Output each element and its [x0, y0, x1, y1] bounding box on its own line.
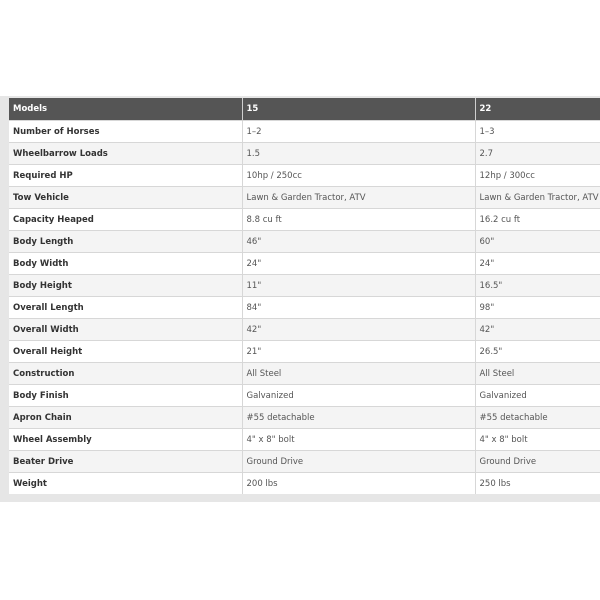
table-row: [9, 407, 600, 429]
row-label: Wheel Assembly: [9, 429, 242, 451]
table-row: [9, 231, 600, 253]
row-label: Required HP: [9, 165, 242, 187]
cell-model-22: 98": [475, 297, 600, 319]
table-row: [9, 165, 600, 187]
table-row: [9, 209, 600, 231]
cell-model-22: 4" x 8" bolt: [475, 429, 600, 451]
cell-model-15: 10hp / 250cc: [242, 165, 475, 187]
cell-model-15: 46": [242, 231, 475, 253]
cell-model-15: 11": [242, 275, 475, 297]
cell-model-22: 1–3: [475, 121, 600, 143]
cell-model-22: Lawn & Garden Tractor, ATV: [475, 187, 600, 209]
cell-model-22: All Steel: [475, 363, 600, 385]
cell-model-22: #55 detachable: [475, 407, 600, 429]
row-label: Body Width: [9, 253, 242, 275]
row-label: Overall Height: [9, 341, 242, 363]
row-label: Body Finish: [9, 385, 242, 407]
table-row: [9, 319, 600, 341]
cell-model-15: 42": [242, 319, 475, 341]
row-label: Number of Horses: [9, 121, 242, 143]
header-models: Models: [9, 98, 242, 121]
cell-model-15: 200 lbs: [242, 473, 475, 495]
table-row: [9, 429, 600, 451]
table-row: [9, 297, 600, 319]
cell-model-15: 8.8 cu ft: [242, 209, 475, 231]
row-label: Weight: [9, 473, 242, 495]
header-model-15: 15: [242, 98, 475, 121]
cell-model-15: Galvanized: [242, 385, 475, 407]
cell-model-15: Ground Drive: [242, 451, 475, 473]
cell-model-22: Ground Drive: [475, 451, 600, 473]
header-model-22: 22: [475, 98, 600, 121]
cell-model-22: 12hp / 300cc: [475, 165, 600, 187]
cell-model-15: 1.5: [242, 143, 475, 165]
cell-model-15: 24": [242, 253, 475, 275]
row-label: Wheelbarrow Loads: [9, 143, 242, 165]
cell-model-22: 16.5": [475, 275, 600, 297]
spec-table: [9, 98, 600, 494]
cell-model-22: 24": [475, 253, 600, 275]
table-row: [9, 451, 600, 473]
row-label: Body Height: [9, 275, 242, 297]
row-label: Beater Drive: [9, 451, 242, 473]
cell-model-22: 250 lbs: [475, 473, 600, 495]
row-label: Construction: [9, 363, 242, 385]
row-label: Tow Vehicle: [9, 187, 242, 209]
table-row: [9, 473, 600, 495]
table-row: [9, 143, 600, 165]
table-row: [9, 253, 600, 275]
cell-model-15: All Steel: [242, 363, 475, 385]
cell-model-15: 21": [242, 341, 475, 363]
table-row: [9, 275, 600, 297]
row-label: Capacity Heaped: [9, 209, 242, 231]
row-label: Overall Length: [9, 297, 242, 319]
table-row: [9, 385, 600, 407]
cell-model-22: Galvanized: [475, 385, 600, 407]
cell-model-22: 60": [475, 231, 600, 253]
row-label: Apron Chain: [9, 407, 242, 429]
cell-model-15: 4" x 8" bolt: [242, 429, 475, 451]
spec-table-header: [9, 98, 600, 121]
cell-model-22: 26.5": [475, 341, 600, 363]
table-row: [9, 363, 600, 385]
cell-model-15: 84": [242, 297, 475, 319]
cell-model-15: 1–2: [242, 121, 475, 143]
cell-model-22: 16.2 cu ft: [475, 209, 600, 231]
cell-model-15: #55 detachable: [242, 407, 475, 429]
row-label: Body Length: [9, 231, 242, 253]
table-row: [9, 187, 600, 209]
row-label: Overall Width: [9, 319, 242, 341]
cell-model-15: Lawn & Garden Tractor, ATV: [242, 187, 475, 209]
spec-table-body: [9, 121, 600, 495]
table-row: [9, 341, 600, 363]
table-row: [9, 121, 600, 143]
header-row: [9, 98, 600, 121]
cell-model-22: 2.7: [475, 143, 600, 165]
cell-model-22: 42": [475, 319, 600, 341]
